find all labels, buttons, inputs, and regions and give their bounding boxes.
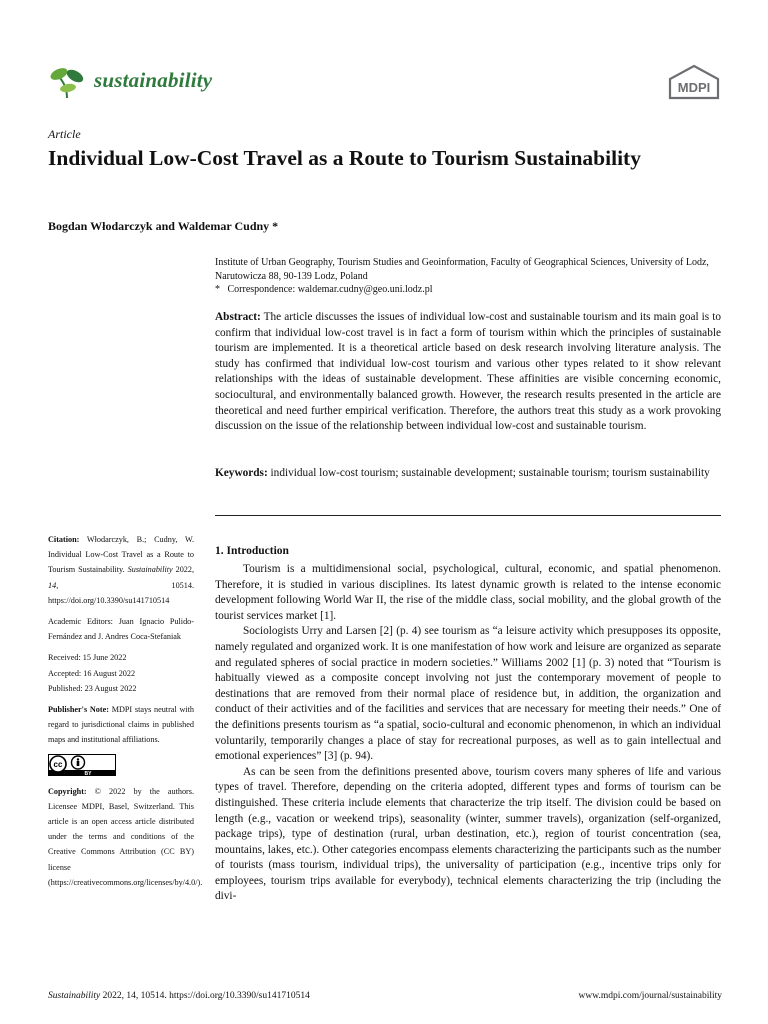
footer-citation-rest: 2022, 14, 10514. https://doi.org/10.3390/su141710514 [102, 991, 310, 1001]
keywords-label: Keywords: [215, 467, 268, 479]
mdpi-logo-text: MDPI [677, 80, 711, 95]
citation-journal: Sustainability [127, 565, 173, 575]
abstract-text: The article discusses the issues of individual low-cost and sustainable tourism and its main goal is to confirm that individual low-cost travel is in fact a form of tourism within which the principles of sustainable tourism are implemented. It is a theoretical article based on desk research involving literature analysis. The study has confirmed that individual low-cost tourism and various other types related to it show relevant relationships with the ideas of sustainable development. These affinities are visible concerning economic, sociocultural, and environmentally balanced growth. However, the research results presented in the article are theoretical and need further empirical verification. Therefore, the authors treat this study as a work provoking discussion on the issue of the relationship between individual low-cost and sustainable tourism. [215, 311, 721, 433]
paragraph: Sociologists Urry and Larsen [2] (p. 4) see tourism as “a leisure activity which presupposes its opposite, namely regulated and organized work. It is one manifestation of how work and leisure are organized as separate and regulated spheres of social practice in modern societies.” Williams 2002 [1] (p. 3) noted that “Tourism is habitually viewed as a composite concept involving not just the contemporary movement of people to destinations that are removed from their normal place of residence but, in addition, the organization and conduct of their activities and of the facilities and services that are necessary for meeting their needs.” One of the definitions presents tourism as “a spatial, socio-cultural and economic phenomenon, in which an individual voluntarily, temporarily changes a place of stay for recreational purposes, as well as to gain intellectual and emotional experiences” [3] (p. 94). [215, 625, 721, 763]
citation-block: Citation: Włodarczyk, B.; Cudny, W. Individual Low-Cost Travel as a Route to Tourism Sustainability. Sustainability 2022, 14, 10514. https://doi.org/10.3390/su141710514 [48, 535, 195, 605]
citation-text: Włodarczyk, B.; Cudny, W. Individual Low-Cost Travel as a Route to Tourism Sustainability. [48, 535, 194, 575]
keywords [215, 466, 721, 482]
cc-badge-text: cc [53, 759, 63, 769]
affiliation-text: Institute of Urban Geography, Tourism Studies and Geoinformation, Faculty of Geographical Sciences, University of Lodz, Narutowicza 88, 90-139 Lodz, Poland [215, 257, 709, 282]
citation-label: Citation: [48, 535, 80, 544]
copyright-text: © 2022 by the authors. Licensee MDPI, Basel, Switzerland. This article is an open access article distributed under the terms and conditions of the Creative Commons Attribution (CC BY) license (https://creativecommons.org/licenses/by/4.0/). [48, 786, 203, 887]
journal-logo-icon [48, 64, 86, 100]
mdpi-logo [666, 64, 722, 100]
keywords-text: individual low-cost tourism; sustainable development; sustainable tourism; tourism sustainability [270, 467, 710, 479]
published-date: Published: 23 August 2022 [48, 683, 137, 693]
abstract-label: Abstract: [215, 311, 261, 323]
correspondence-text[interactable]: Correspondence: waldemar.cudny@geo.uni.lodz.pl [227, 284, 433, 295]
article-type-label: Article [48, 127, 81, 141]
citation-year: 2022 [175, 565, 192, 575]
author-list: Bogdan Włodarczyk and Waldemar Cudny * [48, 219, 279, 233]
citation-doi-link[interactable]: https://doi.org/10.3390/su141710514 [48, 595, 170, 605]
journal-name: sustainability [94, 68, 213, 92]
copyright-block [48, 784, 203, 890]
copyright-label: Copyright: [48, 786, 87, 796]
dates-block [48, 650, 194, 696]
citation-volume: 14 [48, 580, 57, 590]
publisher-note [48, 702, 194, 748]
paragraph: Tourism is a multidimensional social, psychological, cultural, economic, and spatial phenomenon. Therefore, it is studied in various disciplines. Its latest dynamic growth is related to the intense economic development following World War II, the rise of the middle class, social mobility, and the global growth of the tourist services market [1]. [215, 563, 721, 622]
correspondence-marker: * [215, 284, 220, 295]
abstract [215, 310, 721, 435]
publisher-note-text: MDPI stays neutral with regard to jurisdictional claims in published maps and institutional affiliations. [48, 705, 194, 745]
section-heading: 1. Introduction [215, 545, 289, 557]
accepted-date: Accepted: 16 August 2022 [48, 668, 136, 678]
footer-journal-url[interactable]: www.mdpi.com/journal/sustainability [578, 991, 722, 1001]
citation-pages: 10514. [171, 580, 194, 590]
cc-by-license-badge[interactable] [48, 754, 116, 776]
cc-badge-by: BY [84, 770, 92, 776]
sidebar [48, 532, 203, 896]
footer-journal: Sustainability [48, 991, 101, 1001]
paragraph: As can be seen from the definitions presented above, tourism covers many spheres of life and various types of travel. Therefore, depending on the criteria adopted, different types and forms of tourism can be distinguished. These criteria include elements that characterize the trip itself. The division could be based on length (e.g., vacation or weekend trips), seasonality (winter, summer travels), organization (self-organized, package trips), type of destination (rural, urban destination, etc.), region of tourist concentration (sea, mountains, lakes, etc.). Other categories encompass elements characterizing the participants such as the number of tourists (mass tourism, individual trips), the universality of participation (e.g., incentive trips only for employees, tourism trips available for everybody), technical elements characterizing the trip (including the divi- [215, 765, 721, 903]
publisher-note-label: Publisher's Note: [48, 705, 109, 715]
academic-editors: Academic Editors: Juan Ignacio Pulido-Fernández and J. Andres Coca-Stefaniak [48, 617, 194, 642]
body-text [215, 562, 721, 905]
article-title: Individual Low-Cost Travel as a Route to Tourism Sustainability [48, 146, 641, 170]
section-divider [215, 515, 721, 516]
correspondence-line [215, 283, 725, 297]
footer-citation [48, 991, 310, 1001]
affiliation-block [215, 256, 725, 297]
received-date: Received: 15 June 2022 [48, 653, 127, 663]
